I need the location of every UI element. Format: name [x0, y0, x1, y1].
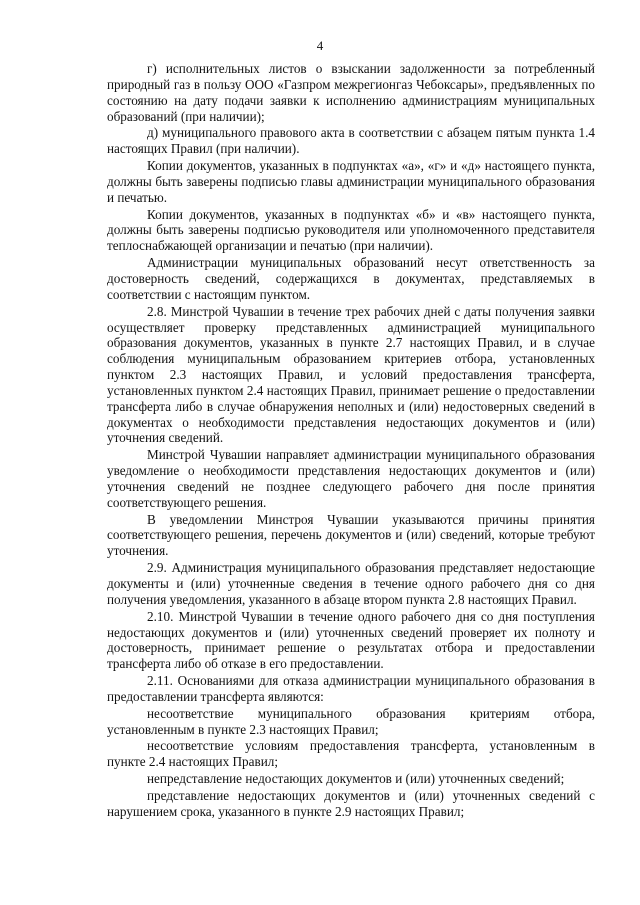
paragraph: Минстрой Чувашии направляет администрации муниципального образования уведомление о необходимости представления недостающих документов и (или) уточнения сведений не позднее следующего рабочего дня после принятия соответствующего решения. — [107, 447, 595, 510]
paragraph: Администрации муниципальных образований несут ответственность за достоверность сведений, содержащихся в документах, представляемых в соответствии с настоящим пунктом. — [107, 255, 595, 302]
paragraph: 2.10. Минстрой Чувашии в течение одного рабочего дня со дня поступления недостающих документов и (или) уточненных сведений проверяет их полноту и достоверность, принимает решение о результатах отбора и предоставлении трансферта либо об отказе в его предоставлении. — [107, 608, 595, 672]
paragraph: 2.11. Основаниями для отказа администрации муниципального образования в предоставлении трансферта являются: — [107, 673, 595, 704]
paragraph: непредставление недостающих документов и (или) уточненных сведений; — [147, 771, 565, 787]
paragraph: г) исполнительных листов о взыскании задолженности за потребленный природный газ в пользу ООО «Газпром межрегионгаз Чебоксары», предъявленных по состоянию на дату подачи заявки к исполнению администрациям муниципальных образований (при наличии); — [107, 61, 595, 124]
paragraph: Копии документов, указанных в подпунктах «а», «г» и «д» настоящего пункта, должны быть заверены подписью главы администрации муниципального образования и печатью. — [107, 158, 595, 205]
paragraph: несоответствие муниципального образования критериям отбора, установленным в пункте 2.3 настоящих Правил; — [107, 705, 595, 737]
paragraph: несоответствие условиям предоставления трансферта, установленным в пункте 2.4 настоящих Правил; — [107, 738, 595, 770]
paragraph: 2.9. Администрация муниципального образования представляет недостающие документы и (или) уточненные сведения в течение одного рабочего дня со дня получения уведомления, указанного в абзаце втором пункта 2.8 настоящих Правил. — [107, 560, 595, 607]
paragraph: представление недостающих документов и (или) уточненных сведений с нарушением срока, указанного в пункте 2.9 настоящих Правил; — [107, 787, 595, 819]
paragraph: Копии документов, указанных в подпунктах «б» и «в» настоящего пункта, должны быть заверены подписью руководителя или уполномоченного представителя теплоснабжающей организации и печатью (при наличии). — [107, 206, 595, 254]
paragraph: В уведомлении Минстроя Чувашии указываются причины принятия соответствующего решения, перечень документов и (или) сведений, которые требуют уточнения. — [107, 511, 595, 559]
paragraph: 2.8. Минстрой Чувашии в течение трех рабочих дней с даты получения заявки осуществляет проверку представленных администрацией муниципального образования документов, указанных в пункте 2.7 настоящих Правил, и в случае соблюдения муниципальным образованием критериев отбора, установленных пунктом 2.3 настоящих Правил, и условий предоставления трансферта, установленных пунктом 2.4 настоящих Правил, принимает решение о предоставлении трансферта либо в случае обнаружения неполных и (или) недостоверных сведений в документах о необходимости представления недостающих документов и (или) уточнения сведений. — [107, 303, 595, 446]
document-body — [107, 61, 595, 821]
page-number: 4 — [316, 38, 324, 53]
paragraph: д) муниципального правового акта в соответствии с абзацем пятым пункта 1.4 настоящих Правил (при наличии). — [107, 125, 595, 157]
